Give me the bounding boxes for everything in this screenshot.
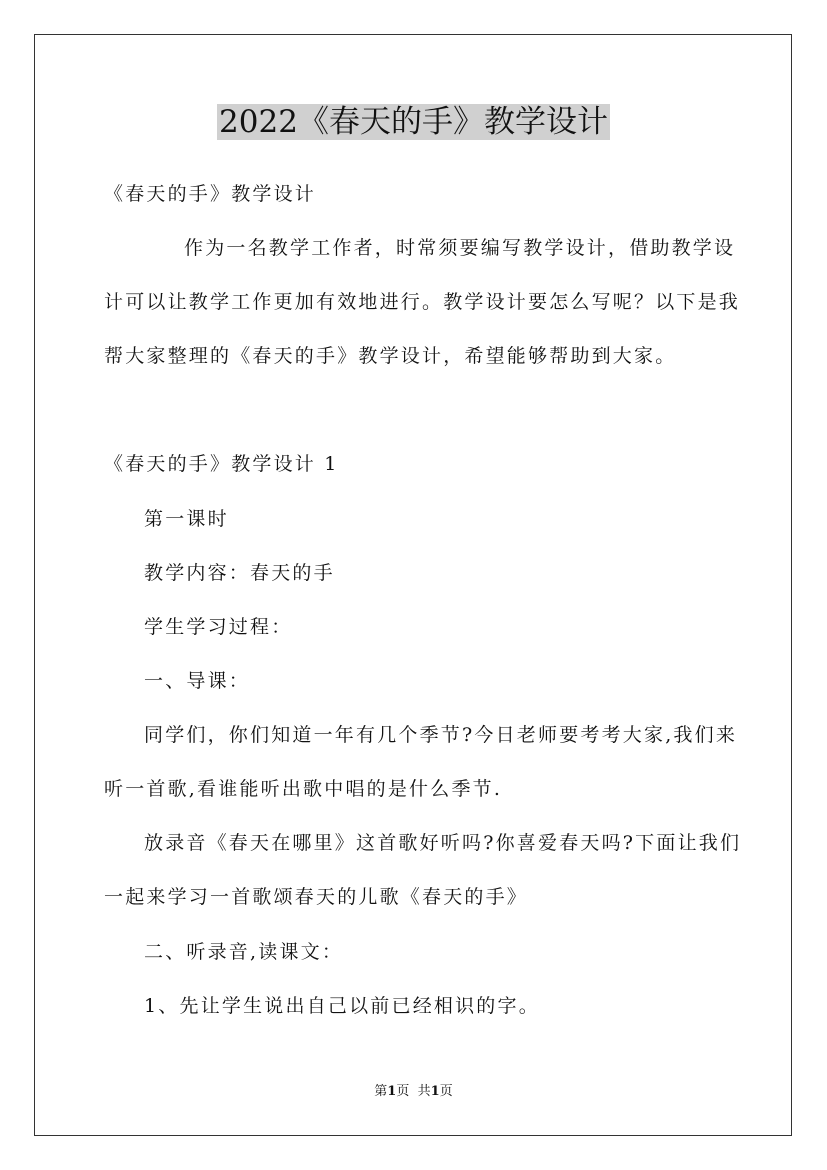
footer-total-label: 共 [417,1084,431,1099]
intro-line-1: 作为一名教学工作者，时常须要编写教学设计，借助教学设 [184,237,736,259]
document-title-text: 2022《春天的手》教学设计 [219,104,608,140]
body-paragraph: 一、导课： [144,670,251,692]
body-paragraph: 放录音《春天在哪里》这首歌好听吗?你喜爱春天吗?下面让我们 [144,832,742,854]
body-paragraph: 学生学习过程： [144,616,293,638]
body-paragraph: 教学内容：春天的手 [144,562,335,584]
document-subtitle: 《春天的手》教学设计 [104,183,317,205]
section-heading: 《春天的手》教学设计 1 [104,453,339,475]
footer-page-number: 1 [387,1084,397,1099]
body-paragraph: 一起来学习一首歌颂春天的儿歌《春天的手》 [104,886,529,908]
intro-line-2: 计可以让教学工作更加有效地进行。教学设计要怎么写呢？以下是我 [104,291,741,313]
body-paragraph: 第一课时 [144,508,229,530]
footer-page-label: 第 [374,1084,388,1099]
footer-total-number: 1 [430,1084,440,1099]
footer-total-label-suffix: 页 [439,1084,453,1099]
body-paragraph: 二、听录音,读课文： [144,941,344,963]
footer-page-label-suffix: 页 [396,1084,410,1099]
body-paragraph: 听一首歌,看谁能听出歌中唱的是什么季节. [104,778,503,800]
body-paragraph: 1、先让学生说出自己以前已经相识的字。 [144,995,540,1017]
intro-line-3: 帮大家整理的《春天的手》教学设计，希望能够帮助到大家。 [104,345,677,367]
page-footer [0,1084,827,1100]
document-title [0,102,827,142]
body-paragraph: 同学们，你们知道一年有几个季节?今日老师要考考大家,我们来 [144,724,738,746]
